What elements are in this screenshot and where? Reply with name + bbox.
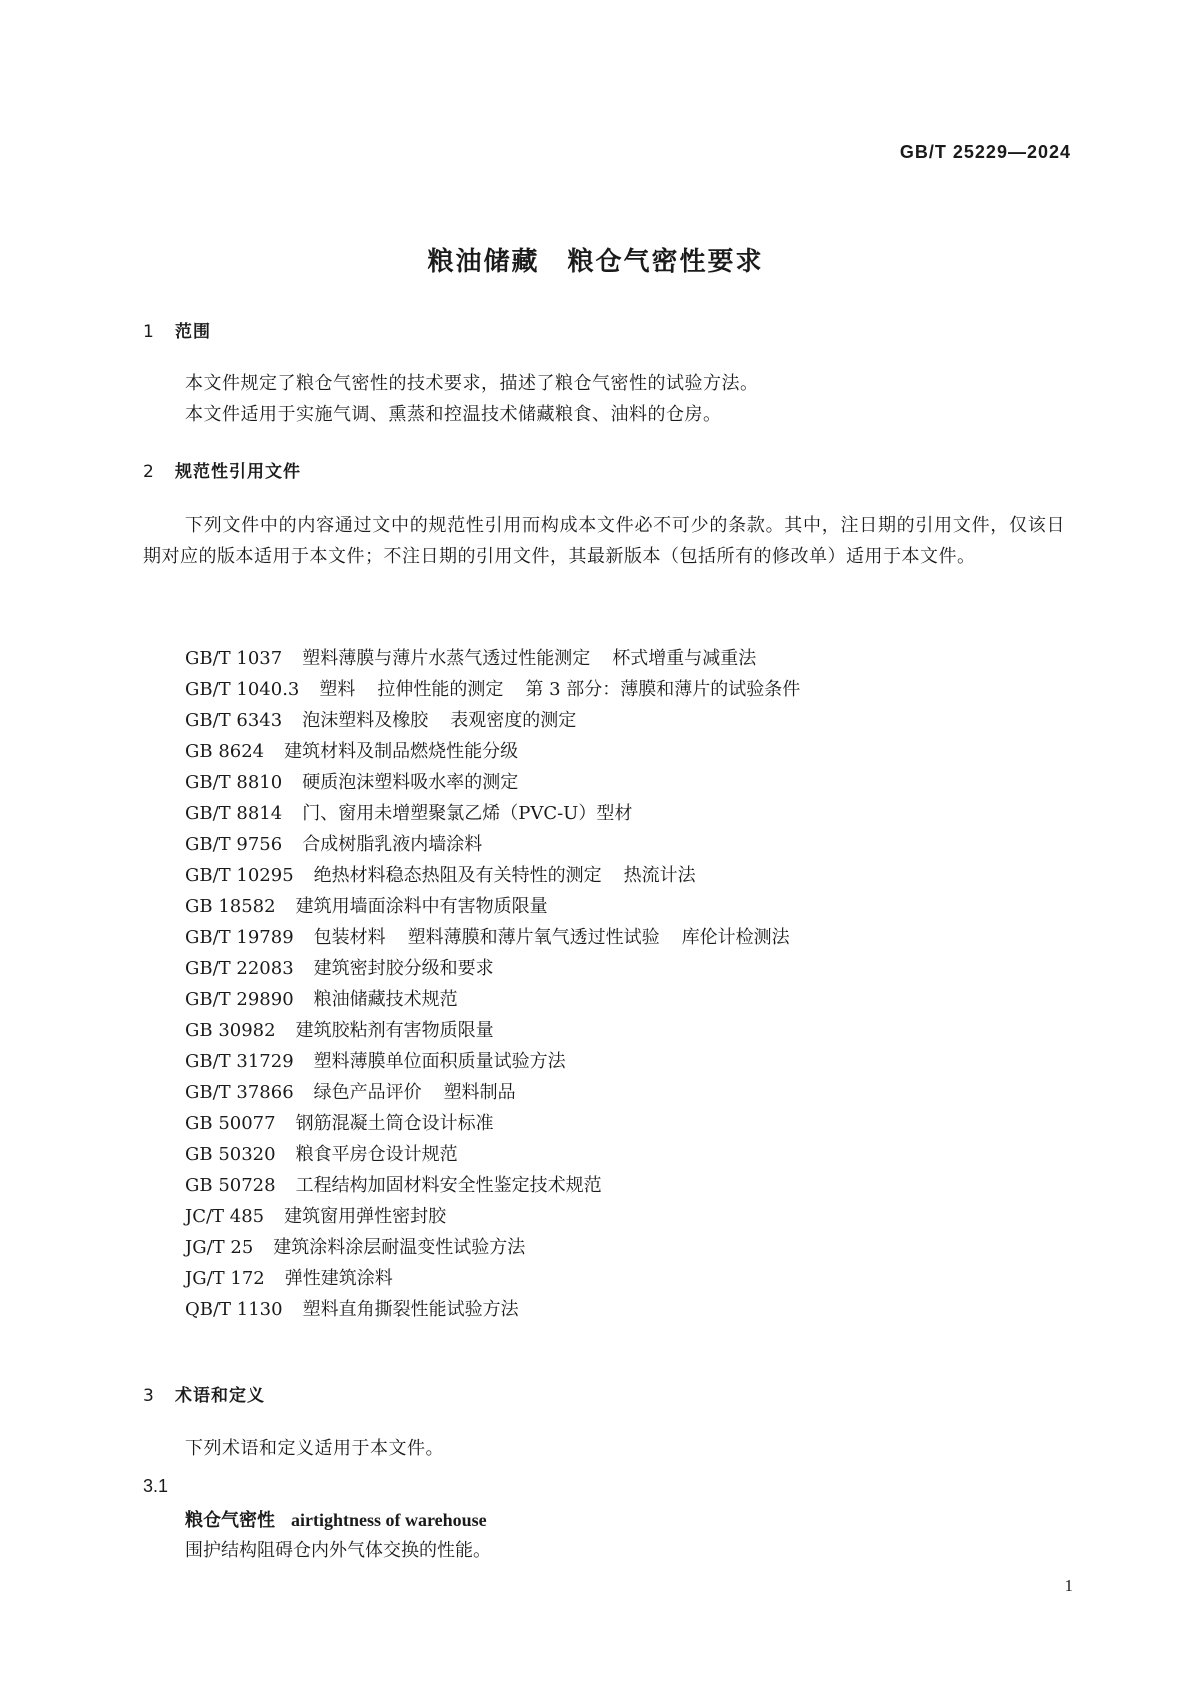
reference-code: GB/T 22083 bbox=[185, 958, 294, 979]
reference-code: GB/T 9756 bbox=[185, 834, 283, 855]
reference-title: 弹性建筑涂料 bbox=[284, 1268, 393, 1289]
section-3-number: 3 bbox=[143, 1386, 155, 1406]
reference-item bbox=[185, 798, 800, 829]
reference-item bbox=[185, 953, 800, 984]
reference-title: 塑料制品 bbox=[443, 1082, 516, 1103]
reference-code: GB 30982 bbox=[185, 1020, 276, 1041]
reference-code: JG/T 172 bbox=[185, 1268, 265, 1289]
term-name-chinese: 粮仓气密性 bbox=[185, 1510, 275, 1531]
section-1-paragraph-1: 本文件规定了粮仓气密性的技术要求，描述了粮仓气密性的试验方法。 bbox=[185, 373, 759, 394]
reference-item bbox=[185, 1263, 800, 1294]
reference-code: GB/T 1040.3 bbox=[185, 679, 300, 700]
reference-item bbox=[185, 922, 800, 953]
reference-item bbox=[185, 984, 800, 1015]
reference-code: GB/T 8810 bbox=[185, 772, 283, 793]
reference-code: GB 50320 bbox=[185, 1144, 276, 1165]
reference-title: 拉伸性能的测定 bbox=[377, 679, 504, 700]
reference-title: 建筑材料及制品燃烧性能分级 bbox=[284, 741, 519, 762]
reference-item bbox=[185, 705, 800, 736]
reference-title: 建筑密封胶分级和要求 bbox=[313, 958, 494, 979]
reference-item bbox=[185, 1108, 800, 1139]
reference-title: 第 3 部分：薄膜和薄片的试验条件 bbox=[525, 679, 801, 700]
reference-title: 合成树脂乳液内墙涂料 bbox=[302, 834, 483, 855]
reference-title: 建筑涂料涂层耐温变性试验方法 bbox=[273, 1237, 526, 1258]
reference-code: GB 50077 bbox=[185, 1113, 276, 1134]
reference-item bbox=[185, 1294, 800, 1325]
term-number: 3.1 bbox=[143, 1476, 169, 1496]
reference-title: 塑料薄膜与薄片水蒸气透过性能测定 bbox=[302, 648, 591, 669]
reference-item bbox=[185, 1015, 800, 1046]
reference-title: 杯式增重与减重法 bbox=[612, 648, 757, 669]
document-title bbox=[0, 241, 1191, 278]
reference-title: 库伦计检测法 bbox=[681, 927, 790, 948]
reference-code: GB/T 37866 bbox=[185, 1082, 294, 1103]
reference-item bbox=[185, 1046, 800, 1077]
reference-title: 塑料薄膜单位面积质量试验方法 bbox=[313, 1051, 566, 1072]
reference-item bbox=[185, 1201, 800, 1232]
section-3-heading bbox=[143, 1381, 265, 1406]
reference-title: 工程结构加固材料安全性鉴定技术规范 bbox=[295, 1175, 602, 1196]
reference-code: GB/T 10295 bbox=[185, 865, 294, 886]
reference-title: 表观密度的测定 bbox=[450, 710, 577, 731]
page-number: 1 bbox=[1064, 1576, 1073, 1595]
standard-code: GB/T 25229—2024 bbox=[899, 142, 1071, 162]
reference-item bbox=[185, 891, 800, 922]
reference-title: 泡沫塑料及橡胶 bbox=[302, 710, 429, 731]
section-1-heading bbox=[143, 317, 211, 342]
reference-item bbox=[185, 860, 800, 891]
term-name-english: airtightness of warehouse bbox=[291, 1510, 487, 1530]
reference-item bbox=[185, 1139, 800, 1170]
reference-item bbox=[185, 767, 800, 798]
reference-code: JC/T 485 bbox=[185, 1206, 265, 1227]
reference-title: 热流计法 bbox=[623, 865, 696, 886]
reference-title: 建筑用墙面涂料中有害物质限量 bbox=[295, 896, 548, 917]
section-2-intro: 下列文件中的内容通过文中的规范性引用而构成本文件必不可少的条款。其中，注日期的引用文件，仅该日期对应的版本适用于本文件；不注日期的引用文件，其最新版本（包括所有的修改单）适用于本文件。 bbox=[143, 515, 1065, 567]
reference-title: 粮油储藏技术规范 bbox=[313, 989, 458, 1010]
reference-title: 硬质泡沫塑料吸水率的测定 bbox=[302, 772, 519, 793]
reference-code: JG/T 25 bbox=[185, 1237, 254, 1258]
section-3-title: 术语和定义 bbox=[175, 1386, 265, 1406]
reference-code: GB 50728 bbox=[185, 1175, 276, 1196]
reference-code: QB/T 1130 bbox=[185, 1299, 283, 1320]
reference-title: 门、窗用未增塑聚氯乙烯（PVC-U）型材 bbox=[302, 803, 633, 824]
reference-code: GB 8624 bbox=[185, 741, 265, 762]
reference-code: GB/T 6343 bbox=[185, 710, 283, 731]
term-definition: 围护结构阻碍仓内外气体交换的性能。 bbox=[185, 1540, 491, 1561]
reference-item bbox=[185, 1232, 800, 1263]
title-part-2: 粮仓气密性要求 bbox=[567, 247, 764, 277]
reference-title: 绝热材料稳态热阻及有关特性的测定 bbox=[313, 865, 602, 886]
reference-title: 建筑胶粘剂有害物质限量 bbox=[295, 1020, 494, 1041]
reference-item bbox=[185, 674, 800, 705]
reference-item bbox=[185, 1170, 800, 1201]
reference-code: GB/T 29890 bbox=[185, 989, 294, 1010]
reference-code: GB 18582 bbox=[185, 896, 276, 917]
reference-item bbox=[185, 829, 800, 860]
reference-title: 钢筋混凝土筒仓设计标准 bbox=[295, 1113, 494, 1134]
reference-title: 粮食平房仓设计规范 bbox=[295, 1144, 458, 1165]
term-entry bbox=[185, 1506, 487, 1532]
reference-item bbox=[185, 736, 800, 767]
reference-title: 绿色产品评价 bbox=[313, 1082, 422, 1103]
reference-title: 塑料薄膜和薄片氧气透过性试验 bbox=[407, 927, 660, 948]
section-1-paragraph-2: 本文件适用于实施气调、熏蒸和控温技术储藏粮食、油料的仓房。 bbox=[185, 404, 722, 425]
title-part-1: 粮油储藏 bbox=[427, 247, 540, 277]
reference-code: GB/T 8814 bbox=[185, 803, 283, 824]
section-1-number: 1 bbox=[143, 322, 155, 342]
section-2-heading bbox=[143, 457, 301, 482]
reference-code: GB/T 19789 bbox=[185, 927, 294, 948]
section-1-title: 范围 bbox=[175, 322, 211, 342]
section-2-number: 2 bbox=[143, 462, 155, 482]
section-3-intro: 下列术语和定义适用于本文件。 bbox=[185, 1438, 444, 1459]
normative-reference-list bbox=[185, 643, 800, 1325]
reference-item bbox=[185, 1077, 800, 1108]
section-2-title: 规范性引用文件 bbox=[175, 462, 301, 482]
reference-code: GB/T 31729 bbox=[185, 1051, 294, 1072]
reference-title: 包装材料 bbox=[313, 927, 386, 948]
reference-item bbox=[185, 643, 800, 674]
reference-title: 塑料 bbox=[319, 679, 356, 700]
reference-title: 塑料直角撕裂性能试验方法 bbox=[302, 1299, 519, 1320]
reference-code: GB/T 1037 bbox=[185, 648, 283, 669]
reference-title: 建筑窗用弹性密封胶 bbox=[284, 1206, 447, 1227]
